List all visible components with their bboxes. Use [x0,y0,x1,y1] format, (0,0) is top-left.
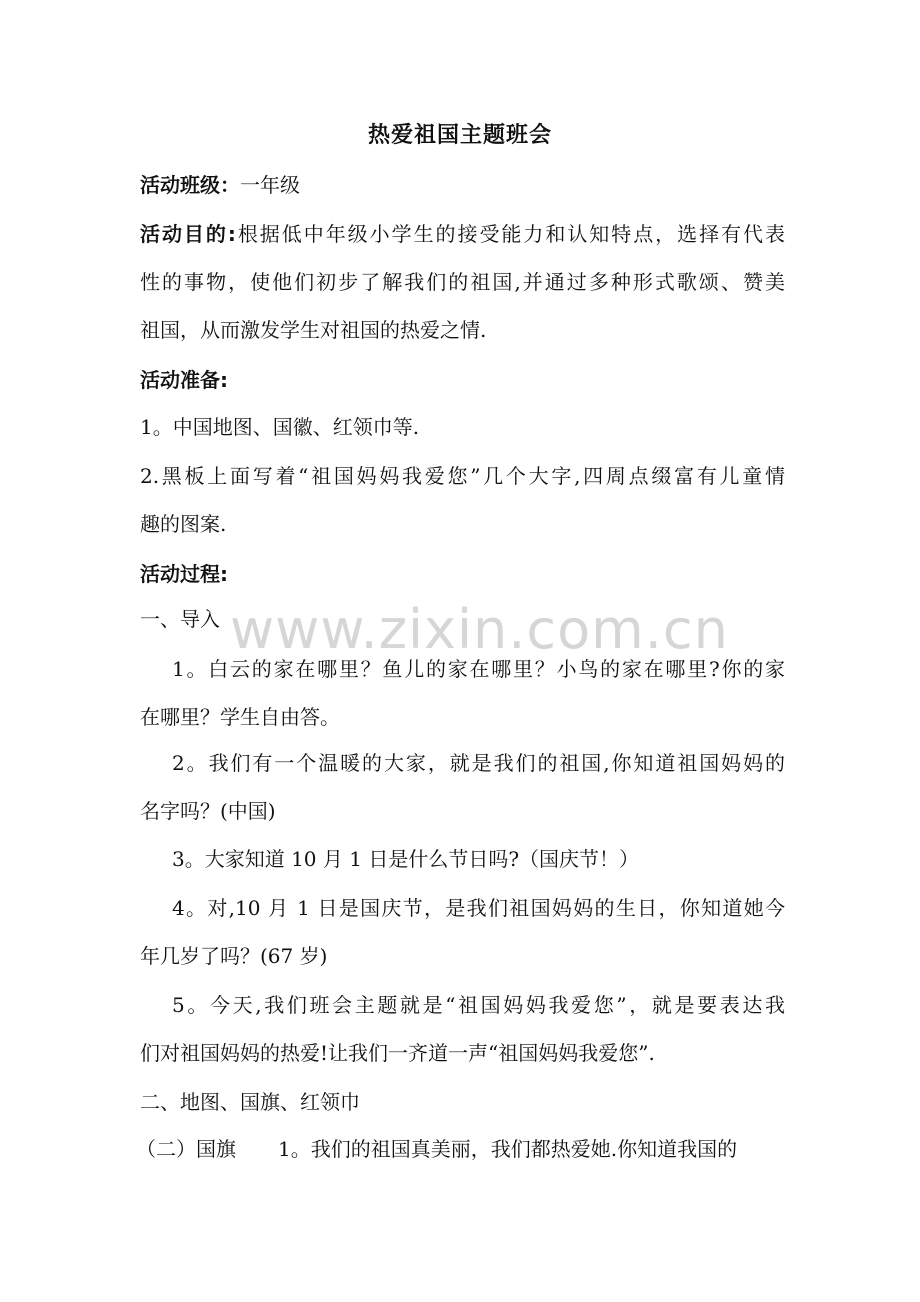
paragraph-4-line-2: 年几岁了吗？(67 岁) [140,944,328,968]
watermark: www.zixin.com.cn [230,598,729,661]
purpose-label: 活动目的: [140,222,236,246]
section-2-heading: 二、地图、国旗、红领巾 [140,1090,360,1114]
class-value: 一年级 [240,173,300,197]
process-heading: 活动过程: [140,562,228,586]
purpose-text-1: 根据低中年级小学生的接受能力和认知特点，选择有代表 [235,222,785,246]
paragraph-4-line-1: 4。对,10 月 1 日是国庆节，是我们祖国妈妈的生日，你知道她今 [172,896,785,920]
subsection-line [136,1135,785,1163]
purpose-line-2: 性的事物，使他们初步了解我们的祖国,并通过多种形式歌颂、赞美 [140,270,785,294]
purpose-line-1 [140,220,785,248]
subsection-text: 1。我们的祖国真美丽，我们都热爱她.你知道我国的 [278,1137,738,1161]
paragraph-5-line-1: 5。今天,我们班会主题就是“祖国妈妈我爱您”，就是要表达我 [172,993,785,1017]
prep-heading: 活动准备: [140,368,228,392]
paragraph-3-line-1: 3。大家知道 10 月 1 日是什么节日吗?（国庆节！） [172,847,640,871]
prep-item-2-line-2: 趣的图案. [140,512,227,536]
class-label: 活动班级： [140,173,240,197]
class-line [140,171,785,199]
prep-item-2-line-1: 2.黑板上面写着“祖国妈妈我爱您”几个大字,四周点缀富有儿童情 [140,464,785,488]
paragraph-2-line-2: 名字吗？(中国) [140,799,276,823]
paragraph-1-line-2: 在哪里？学生自由答。 [140,705,340,729]
paragraph-1-line-1: 1。白云的家在哪里？鱼儿的家在哪里？小鸟的家在哪里?你的家 [172,657,785,681]
document-title: 热爱祖国主题班会 [367,123,552,148]
paragraph-5-line-2: 们对祖国妈妈的热爱!让我们一齐道一声“祖国妈妈我爱您”. [140,1041,655,1065]
section-1-heading: 一、导入 [140,607,220,631]
subsection-label: （二）国旗 [136,1137,236,1161]
purpose-line-3: 祖国，从而激发学生对祖国的热爱之情. [140,318,487,342]
prep-item-1: 1。中国地图、国徽、红领巾等. [140,415,420,439]
paragraph-2-line-1: 2。我们有一个温暖的大家，就是我们的祖国,你知道祖国妈妈的 [172,751,785,775]
